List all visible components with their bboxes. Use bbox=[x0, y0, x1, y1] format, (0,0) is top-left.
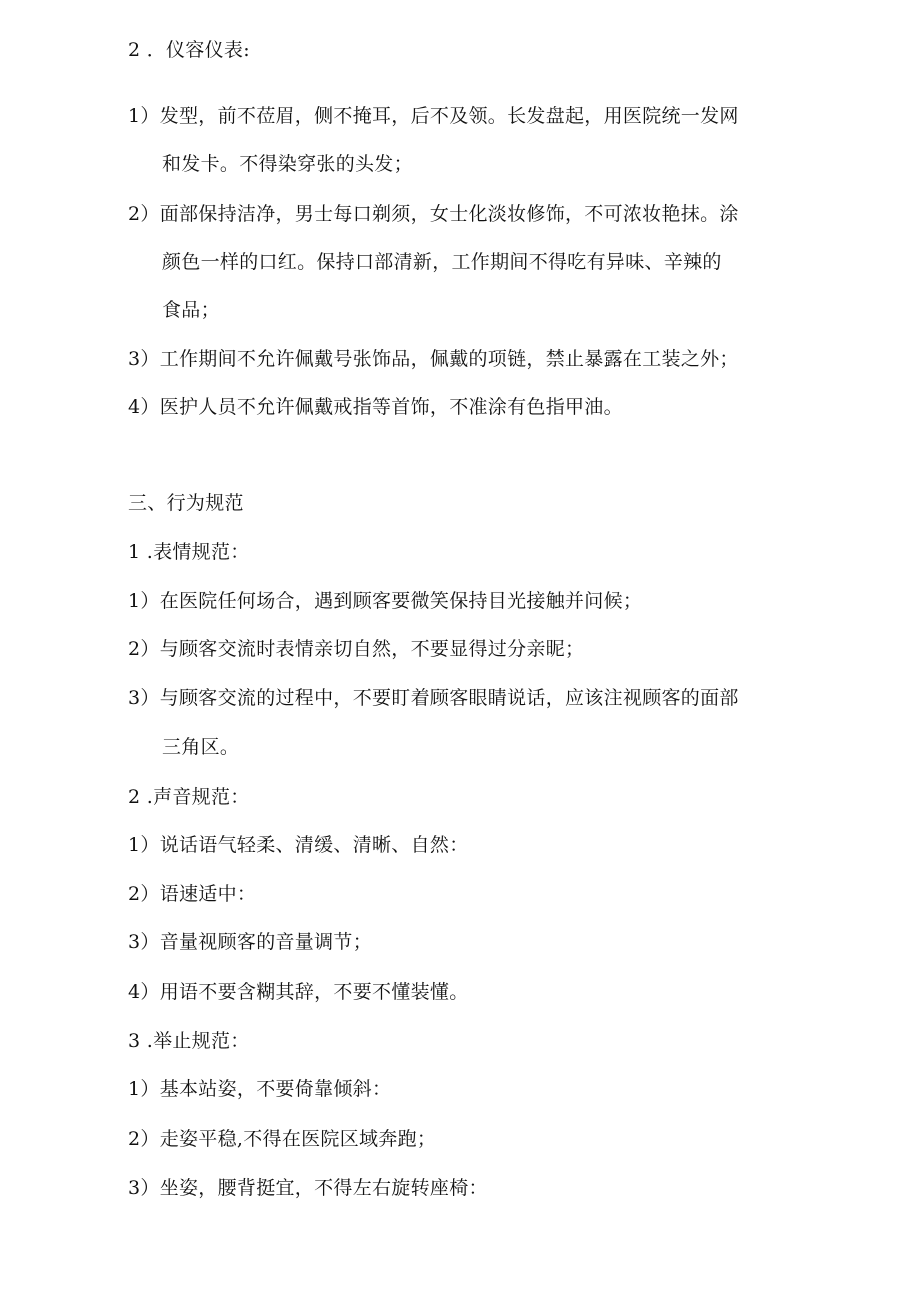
list-item-line: 和发卡。不得染穿张的头发； bbox=[162, 153, 413, 175]
list-item-line: 4）医护人员不允许佩戴戒指等首饰，不准涂有色指甲油。 bbox=[128, 396, 623, 418]
list-item-line: 3）工作期间不允许佩戴号张饰品，佩戴的项链，禁止暴露在工装之外； bbox=[128, 348, 739, 370]
list-item-line: 2）走姿平稳,不得在医院区域奔跑； bbox=[128, 1128, 437, 1150]
list-item-line: 2）与顾客交流时表情亲切自然，不要显得过分亲昵； bbox=[128, 638, 585, 660]
list-item-line: 1）发型，前不莅眉，侧不掩耳，后不及领。长发盘起，用医院统一发网 bbox=[128, 105, 739, 127]
list-item-line: 3）音量视顾客的音量调节； bbox=[128, 931, 372, 953]
subsection-title-expression: 1 .表情规范： bbox=[128, 541, 250, 563]
list-item-line: 1）在医院任何场合，遇到顾客要微笑保持目光接触并问候； bbox=[128, 590, 643, 612]
list-item-line: 三角区。 bbox=[162, 736, 240, 758]
list-item-line: 4）用语不要含糊其辞，不要不懂装懂。 bbox=[128, 981, 469, 1003]
subsection-title-voice: 2 .声音规范： bbox=[128, 786, 250, 808]
section-heading-behavior: 三、行为规范 bbox=[128, 492, 244, 514]
list-item-line: 食品； bbox=[162, 299, 220, 321]
subsection-title-manner: 3 .举止规范： bbox=[128, 1030, 250, 1052]
list-item-line: 2）面部保持洁净，男士每口剃须，女士化淡妆修饰，不可浓妆艳抹。涂 bbox=[128, 203, 739, 225]
list-item-line: 1）基本站姿，不要倚靠倾斜： bbox=[128, 1078, 392, 1100]
list-item-line: 3）与顾客交流的过程中，不要盯着顾客眼睛说话，应该注视顾客的面部 bbox=[128, 687, 739, 709]
list-item-line: 2）语速适中： bbox=[128, 883, 257, 905]
list-item-line: 3）坐姿，腰背挺宜，不得左右旋转座椅： bbox=[128, 1177, 488, 1199]
list-item-line: 1）说话语气轻柔、清缓、清晰、自然： bbox=[128, 834, 469, 856]
list-item-line: 颜色一样的口红。保持口部清新，工作期间不得吃有异味、辛辣的 bbox=[162, 251, 722, 273]
section-title-appearance: 2 ．仪容仪表: bbox=[128, 39, 250, 61]
